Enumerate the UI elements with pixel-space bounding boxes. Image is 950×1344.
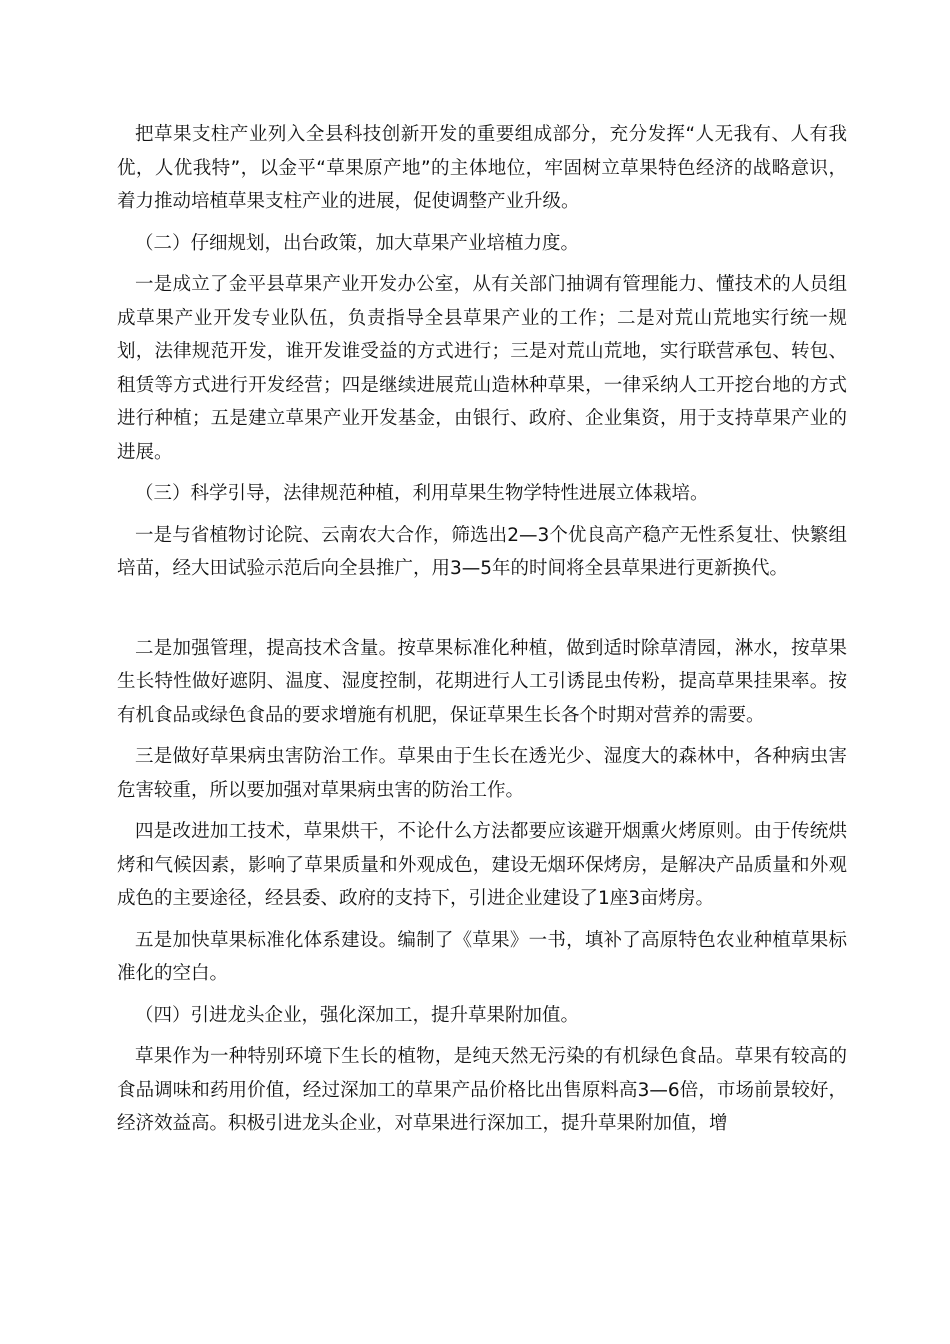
- paragraph-item-4: 四是改进加工技术，草果烘干，不论什么方法都要应该避开烟熏火烤原则。由于传统烘烤和气候因素，影响了草果质量和外观成色，建设无烟环保烤房，是解决产品质量和外观成色的主要途径，经县委、政府的支持下，引进企业建设了1座3亩烤房。: [117, 821, 847, 909]
- section-heading-4: （四）引进龙头企业，强化深加工，提升草果附加值。: [135, 1004, 580, 1026]
- paragraph-item-1: 一是与省植物讨论院、云南农大合作，筛选出2—3个优良高产稳产无性系复壮、快繁组培苗，经大田试验示范后向全县推广，用3—5年的时间将全县草果进行更新换代。: [117, 524, 847, 579]
- document-body: [117, 118, 847, 1149]
- section-heading-2: （二）仔细规划，出台政策，加大草果产业培植力度。: [135, 232, 580, 254]
- paragraph-processing: 草果作为一种特别环境下生长的植物，是纯天然无污染的有机绿色食品。草果有较高的食品调味和药用价值，经过深加工的草果产品价格比出售原料高3—6倍，市场前景较好，经济效益高。积极引进龙头企业，对草果进行深加工，提升草果附加值，增: [117, 1046, 847, 1134]
- section-heading-3: （三）科学引导，法律规范种植，利用草果生物学特性进展立体栽培。: [135, 483, 709, 504]
- paragraph-intro: 把草果支柱产业列入全县科技创新开发的重要组成部分，充分发挥“人无我有、人有我优，人优我特”，以金平“草果原产地”的主体地位，牢固树立草果特色经济的战略意识，着力推动培植草果支柱产业的进展，促使调整产业升级。: [117, 124, 847, 212]
- paragraph-policy: 一是成立了金平县草果产业开发办公室，从有关部门抽调有管理能力、懂技术的人员组成草果产业开发专业队伍，负责指导全县草果产业的工作；二是对荒山荒地实行统一规划，法律规范开发，谁开发谁受益的方式进行；三是对荒山荒地，实行联营承包、转包、租赁等方式进行开发经营；四是继续进展荒山造林种草果，一律采纳人工开挖台地的方式进行种植；五是建立草果产业开发基金，由银行、政府、企业集资，用于支持草果产业的进展。: [117, 274, 847, 463]
- paragraph-item-5: 五是加快草果标准化体系建设。编制了《草果》一书，填补了高原特色农业种植草果标准化的空白。: [117, 929, 847, 984]
- paragraph-gap: [117, 594, 847, 632]
- paragraph-item-3: 三是做好草果病虫害防治工作。草果由于生长在透光少、湿度大的森林中，各种病虫害危害较重，所以要加强对草果病虫害的防治工作。: [117, 746, 847, 801]
- paragraph-item-2: 二是加强管理，提高技术含量。按草果标准化种植，做到适时除草清园，淋水，按草果生长特性做好遮阴、温度、湿度控制，花期进行人工引诱昆虫传粉，提高草果挂果率。按有机食品或绿色食品的要求增施有机肥，保证草果生长各个时期对营养的需要。: [117, 637, 847, 726]
